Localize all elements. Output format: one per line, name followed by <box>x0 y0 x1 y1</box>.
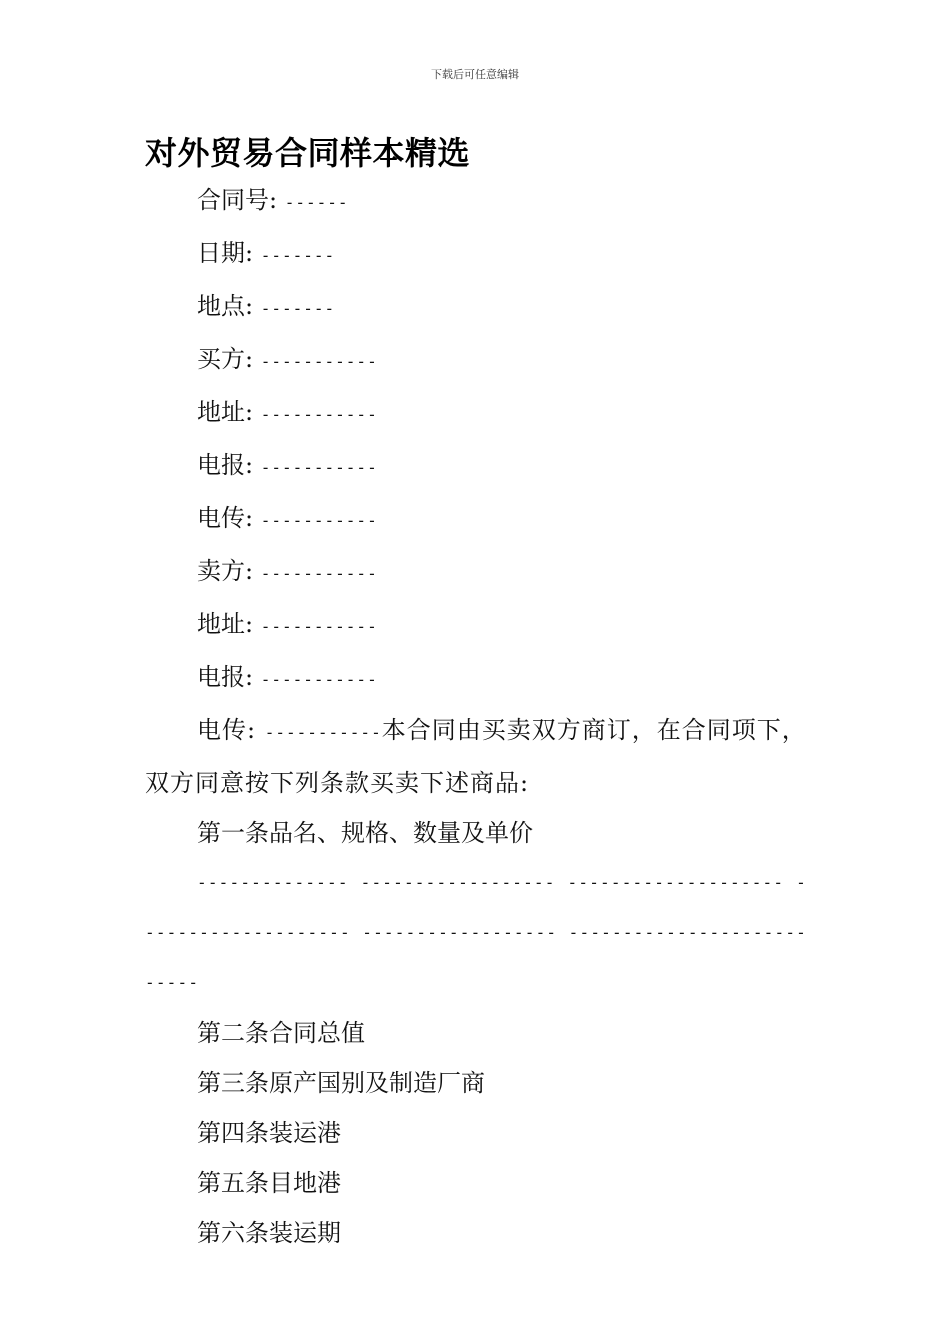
field-blank: ------- <box>260 299 336 318</box>
field-line <box>145 175 807 228</box>
field-blank: ----------- <box>260 564 378 583</box>
article-heading: 第三条原产国别及制造厂商 <box>197 1069 485 1097</box>
field-label: 买方: <box>197 345 254 373</box>
field-blank: ----------- <box>260 458 378 477</box>
field-blank: ------ <box>284 193 349 212</box>
field-line <box>145 387 807 440</box>
article-heading: 第五条目地港 <box>197 1169 341 1197</box>
field-blank: ----------- <box>260 670 378 689</box>
field-blank: ----------- <box>260 405 378 424</box>
field-label: 地址: <box>197 398 254 426</box>
field-line <box>145 334 807 387</box>
field-blank: ----------- <box>260 617 378 636</box>
field-line <box>145 652 807 705</box>
field-line <box>145 228 807 281</box>
field-label: 电传: <box>197 504 254 532</box>
field-line <box>145 599 807 652</box>
intro-label: 电传: <box>197 716 257 744</box>
field-label: 电报: <box>197 451 254 479</box>
document-body <box>145 175 807 1258</box>
field-blank: ----------- <box>260 511 378 530</box>
field-label: 地址: <box>197 610 254 638</box>
field-line <box>145 440 807 493</box>
field-blank: ------- <box>260 246 336 265</box>
document-title: 对外贸易合同样本精选 <box>145 134 471 172</box>
article-heading: 第一条品名、规格、数量及单价 <box>197 819 533 847</box>
field-label: 日期: <box>197 239 254 267</box>
fill-in-lines: -------------- ------------------ -------------------- -------------------- ------------------ --------------------------- <box>145 873 807 992</box>
header-note: 下载后可任意编辑 <box>431 68 519 81</box>
article-heading: 第六条装运期 <box>197 1219 341 1247</box>
field-label: 电报: <box>197 663 254 691</box>
field-line <box>145 546 807 599</box>
article-heading: 第二条合同总值 <box>197 1019 365 1047</box>
field-label: 地点: <box>197 292 254 320</box>
field-blank: ----------- <box>260 352 378 371</box>
field-line <box>145 281 807 334</box>
intro-paragraph <box>145 705 807 808</box>
intro-blank: ----------- <box>264 723 382 742</box>
field-line <box>145 493 807 546</box>
article-heading: 第四条装运港 <box>197 1119 341 1147</box>
field-label: 卖方: <box>197 557 254 585</box>
intro-text: 本合同由买卖双方商订，在合同项下，双方同意按下列条款买卖下述商品: <box>145 716 807 797</box>
field-label: 合同号: <box>197 186 278 214</box>
